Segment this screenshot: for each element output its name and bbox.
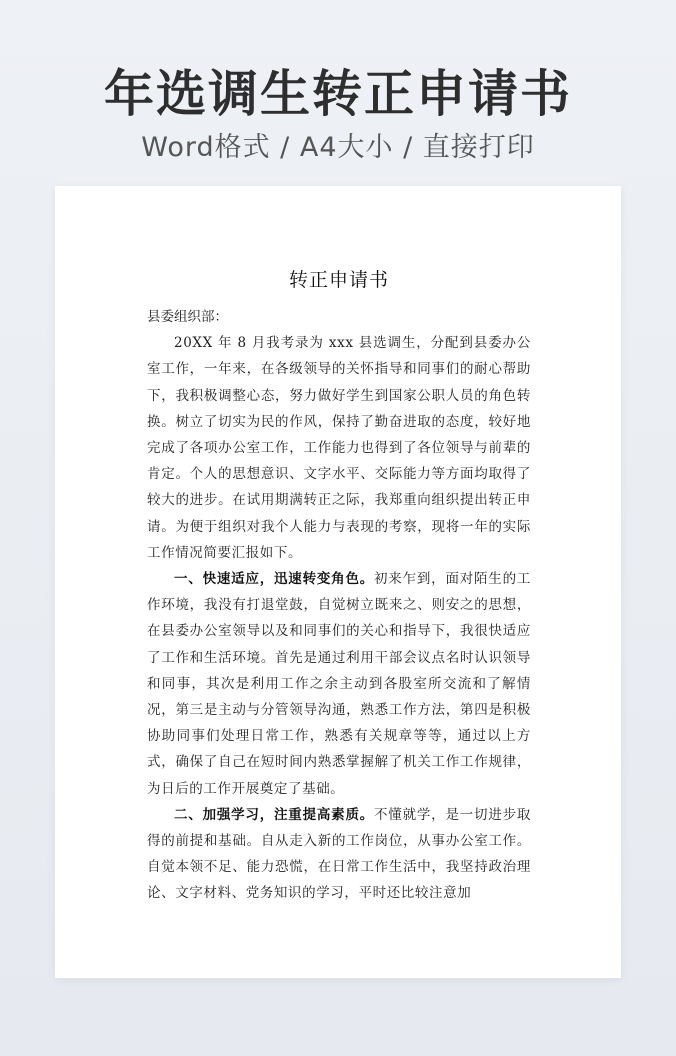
paragraph [147,330,531,566]
header [0,62,676,168]
page-title: 年选调生转正申请书 [104,65,572,123]
paragraph [147,566,531,802]
salutation: 县委组织部： [147,309,228,325]
paragraph-text: 20XX 年 8 月我考录为 xxx 县选调生，分配到县委办公室工作，一年来，在各级领导的关怀指导和同事们的耐心帮助下，我积极调整心态，努力做好学生到国家公职人员的角色转换。树立了切实为民的作风，保持了勤奋进取的态度，较好地完成了各项办公室工作，工作能力也得到了各位领导与前辈的肯定。个人的思想意识、文字水平、交际能力等方面均取得了较大的进步。在试用期满转正之际，我郑重向组织提出转正申请。为便于组织对我个人能力与表现的考察，现将一年的实际工作情况简要汇报如下。 [147,335,531,561]
document-title: 转正申请书 [288,269,389,291]
document-body [147,266,531,907]
paragraph-text: 不懂就学，是一切进步取得的前提和基础。自从走入新的工作岗位，从事办公室工作。自觉本领不足、能力恐慌，在日常工作生活中，我坚持政治理论、文字材料、党务知识的学习，平时还比较注意加 [147,806,531,902]
paragraph [147,802,531,907]
paragraph-text: 初来乍到，面对陌生的工作环境，我没有打退堂鼓，自觉树立既来之、则安之的思想，在县委办公室领导以及和同事们的关心和指导下，我很快适应了工作和生活环境。首先是通过利用干部会议点名时认识领导和同事，其次是利用工作之余主动到各股室所交流和了解情况，第三是主动与分管领导沟通，熟悉工作方法，第四是积极协助同事们处理日常工作，熟悉有关规章等等，通过以上方式，确保了自己在短时间内熟悉掌握解了机关工作工作规律，为日后的工作开展奠定了基础。 [147,571,531,797]
document-page [55,186,621,978]
paragraph-lead: 一、快速适应，迅速转变角色。 [174,571,375,588]
paragraph-lead: 二、加强学习，注重提高素质。 [174,806,375,823]
page-subtitle: Word格式 / A4大小 / 直接打印 [141,132,535,163]
